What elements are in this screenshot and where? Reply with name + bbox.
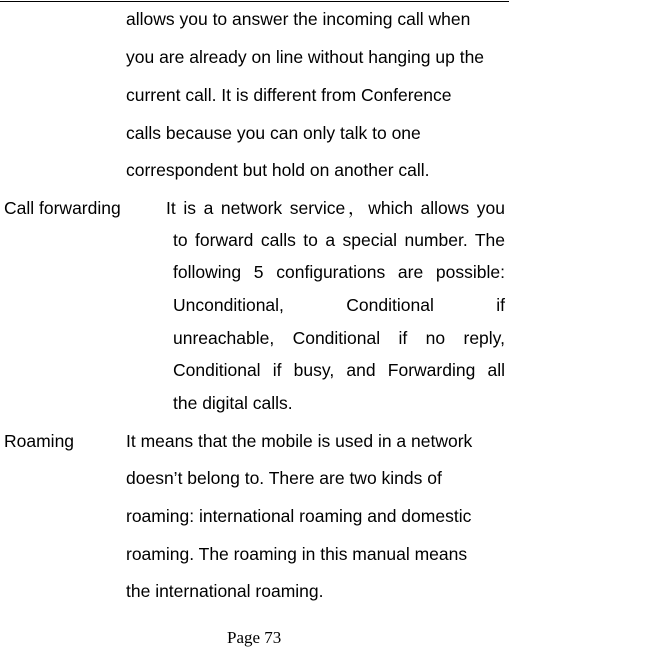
definition-line: Unconditional, Conditional if	[173, 295, 505, 315]
top-rule	[0, 1, 509, 2]
term-roaming: Roaming	[4, 431, 75, 451]
intro-line: correspondent but hold on another call.	[126, 160, 430, 180]
intro-line: calls because you can only talk to one	[126, 123, 421, 143]
definition-line: doesn’t belong to. There are two kinds of	[126, 468, 442, 488]
intro-line: current call. It is different from Conference	[126, 85, 452, 105]
definition-line: Conditional if busy, and Forwarding all	[173, 360, 505, 380]
definition-line: the digital calls.	[173, 393, 293, 413]
definition-line: following 5 configurations are possible:	[173, 262, 505, 282]
page-number: Page 73	[227, 628, 282, 647]
intro-line: allows you to answer the incoming call when	[126, 9, 471, 29]
term-call-forwarding: Call forwarding	[4, 198, 121, 218]
definition-line: to forward calls to a special number. The	[173, 230, 505, 250]
definition-line: It means that the mobile is used in a network	[126, 431, 473, 451]
definition-line: unreachable, Conditional if no reply,	[173, 328, 505, 348]
definition-line: roaming: international roaming and domestic	[126, 506, 472, 526]
intro-line: you are already on line without hanging up the	[126, 47, 485, 67]
definition-line: the international roaming.	[126, 581, 324, 601]
definition-line: It is a network service，which allows you	[166, 198, 505, 218]
definition-line: roaming. The roaming in this manual means	[126, 544, 468, 564]
